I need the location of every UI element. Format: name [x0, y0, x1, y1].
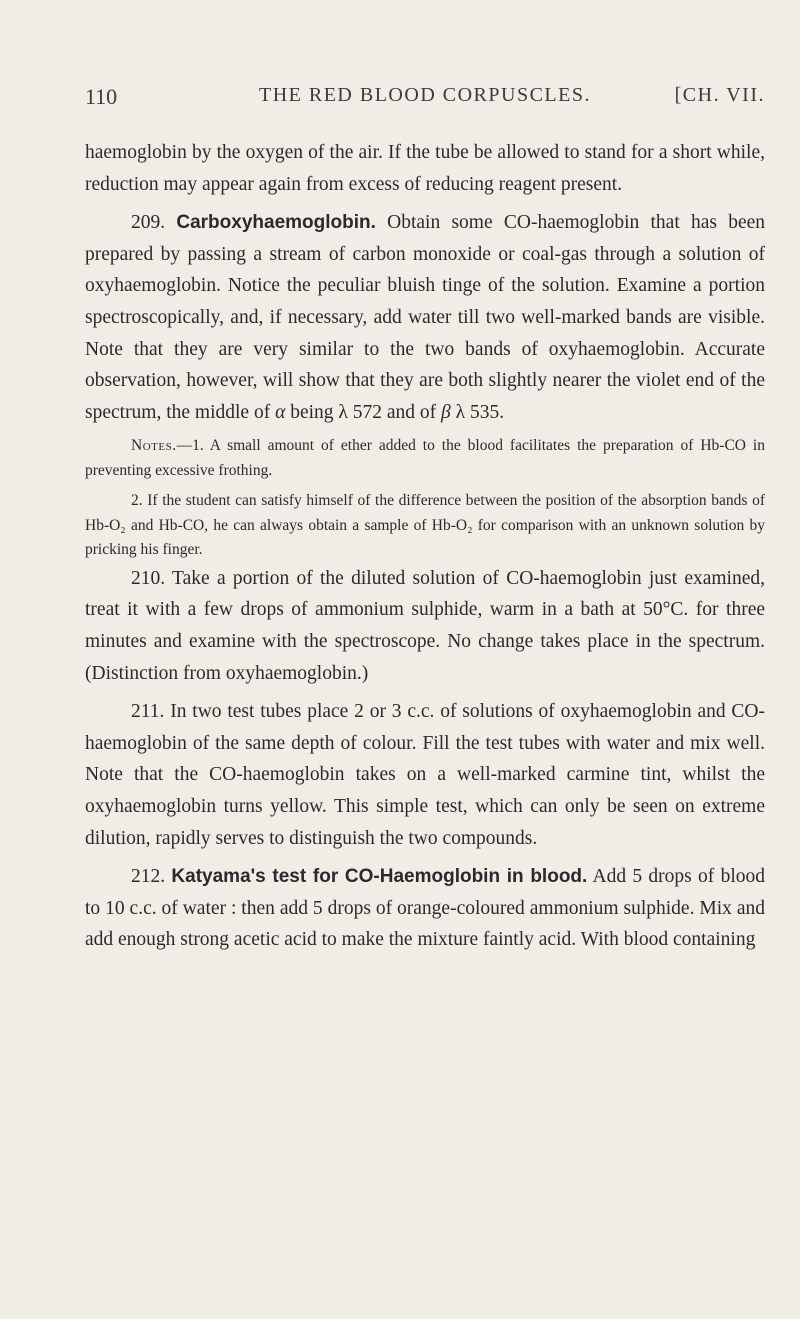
section-212-heading: Katyama's test for CO-Haemoglobin in blood. [171, 866, 588, 888]
section-211: 211. In two test tubes place 2 or 3 c.c. of solutions of oxyhaemoglobin and CO-haemoglobin of the same depth of colour. Fill the test tubes with water and mix well. Note that the CO-haemoglobin takes on a well-marked carmine tint, whilst the oxyhaemoglobin turns yellow. This simple test, which can only be seen on extreme dilution, rapidly serves to distinguish the two compounds. [85, 701, 765, 849]
note-1-text: —1. A small amount of ether added to the blood facilitates the preparation of Hb-CO in preventing excessive frothing. [85, 437, 765, 479]
notes-block [85, 434, 765, 563]
page-body [85, 137, 765, 956]
section-209-heading: Carboxyhaemoglobin. [176, 212, 376, 234]
section-212 [85, 861, 765, 956]
page-number: 110 [85, 84, 118, 109]
section-209-text-a: Obtain some CO-haemoglobin that has been prepared by passing a stream of carbon monoxide or coal-gas through a solution of oxyhaemoglobin. Notice the peculiar bluish tinge of the solution. Examine a portion spectroscopically, and, if necessary, add water till two well-marked bands are visible. Note that they are very similar to the two bands of oxyhaemoglobin. Accurate observation, however, will show that they are both slightly nearer the violet end of the spectrum, the middle of [85, 212, 766, 423]
chapter-label: [CH. VII. [674, 84, 765, 106]
section-212-number: 212. [131, 866, 166, 888]
note-2: 2. If the student can satisfy himself of the difference between the position of the absorption bands of Hb-O₂ and Hb-CO, he can always obtain a sample of Hb-O₂ for comparison with an unknown solution by pricking his finger. [85, 492, 765, 559]
alpha-symbol: α [275, 401, 286, 423]
beta-symbol: β [441, 401, 451, 423]
section-209-text-c: λ 535. [455, 401, 505, 423]
section-209 [85, 207, 765, 428]
running-header [85, 84, 765, 116]
notes-label: Notes. [131, 437, 177, 455]
section-210: 210. Take a portion of the diluted solution of CO-haemoglobin just examined, treat it with a few drops of ammonium sulphide, warm in a bath at 50°C. for three minutes and examine with the spectroscope. No change takes place in the spectrum. (Distinction from oxyhaemoglobin.) [85, 567, 765, 684]
section-209-text-b: being λ 572 and of [290, 401, 437, 423]
section-209-number: 209. [131, 212, 166, 234]
running-title: THE RED BLOOD CORPUSCLES. [259, 84, 591, 106]
section-212-text: Add 5 drops of blood to 10 c.c. of water : then add 5 drops of orange-coloured ammonium sulphide. Mix and add enough strong acetic acid to make the mixture faintly acid. With blood containing [85, 866, 765, 951]
note-1 [85, 434, 765, 483]
paragraph-continued: haemoglobin by the oxygen of the air. If the tube be allowed to stand for a short while, reduction may appear again from excess of reducing reagent present. [85, 142, 765, 195]
